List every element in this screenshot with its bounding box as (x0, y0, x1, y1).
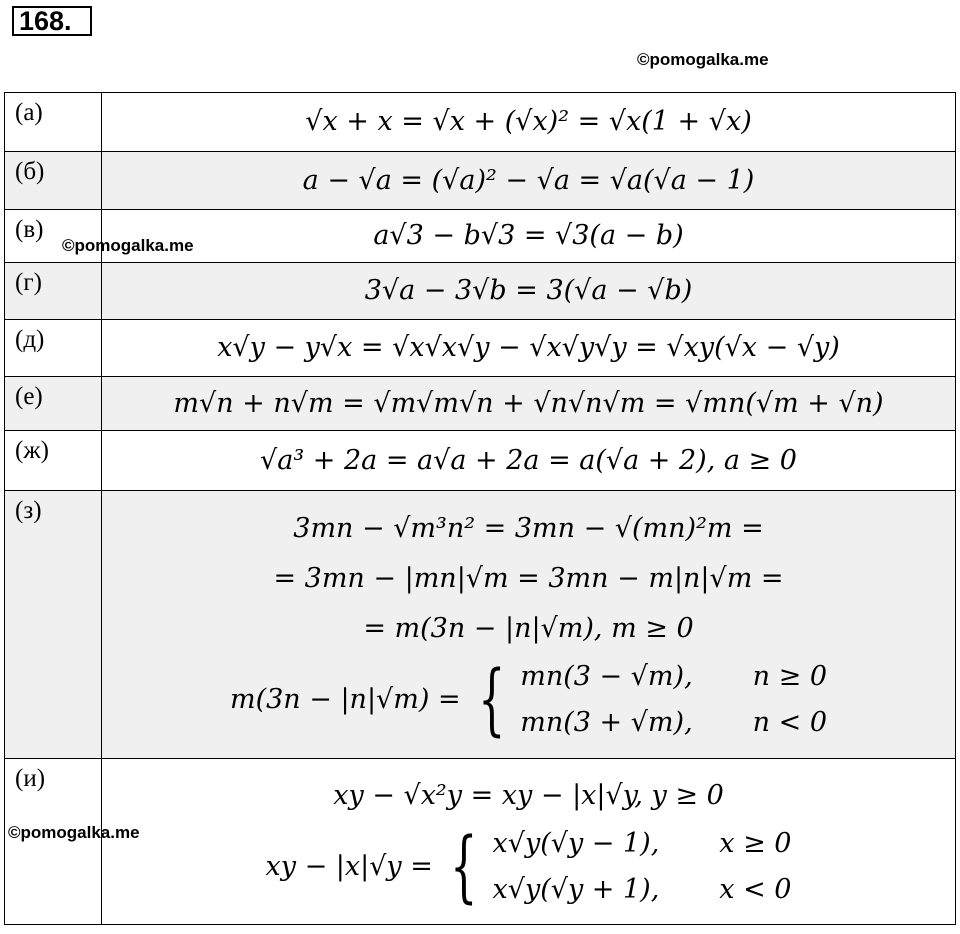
solutions-table (4, 92, 956, 925)
watermark-top: ©pomogalka.me (637, 50, 769, 69)
row-label: (ж) (5, 431, 102, 491)
math-line: 3√a − 3√b = 3(√a − √b) (364, 275, 693, 306)
system-case (493, 821, 792, 867)
row-label: (з) (5, 491, 102, 759)
row-label: (д) (5, 320, 102, 377)
row-math (102, 759, 956, 925)
watermark-bottom: ©pomogalka.me (8, 823, 140, 842)
case-expr: x√y(√y − 1), (492, 827, 660, 859)
math-line: 3mn − √m³n² = 3mn − √(mn)²m = (293, 512, 764, 544)
row-math (102, 210, 956, 263)
system-cases (493, 821, 792, 913)
row-zh (5, 431, 956, 491)
system-lhs: m(3n − |n|√m) = (229, 684, 461, 715)
row-math (102, 263, 956, 320)
math-line: √x + x = √x + (√x)² = √x(1 + √x) (305, 106, 752, 137)
row-g (5, 263, 956, 320)
row-math (102, 491, 956, 759)
row-i (5, 759, 956, 925)
brace-icon: { (450, 821, 478, 912)
math-line: = m(3n − |n|√m), m ≥ 0 (363, 612, 694, 644)
math-line: x√y − y√x = √x√x√y − √x√y√y = √xy(√x − √y) (217, 332, 840, 363)
row-math (102, 377, 956, 431)
piecewise-system (230, 654, 827, 746)
row-label: (и) (5, 759, 102, 925)
row-label: (б) (5, 152, 102, 210)
row-label: (е) (5, 377, 102, 431)
row-math (102, 93, 956, 152)
case-expr: x√y(√y + 1), (492, 873, 660, 905)
case-expr: mn(3 − √m), (520, 660, 693, 692)
system-case (520, 700, 827, 746)
row-math (102, 152, 956, 210)
case-condition: x ≥ 0 (719, 827, 792, 859)
system-case (493, 867, 792, 913)
system-lhs: xy − |x|√y = (265, 851, 433, 882)
row-label: (г) (5, 263, 102, 320)
piecewise-system (266, 821, 792, 913)
case-expr: mn(3 + √m), (520, 706, 693, 738)
case-condition: n < 0 (752, 706, 828, 738)
math-line: = 3mn − |mn|√m = 3mn − m|n|√m = (273, 562, 784, 594)
row-math (102, 320, 956, 377)
system-case (520, 654, 827, 700)
math-line: xy − √x²y = xy − |x|√y, y ≥ 0 (333, 779, 724, 811)
watermark-middle: ©pomogalka.me (62, 236, 194, 255)
math-line: a√3 − b√3 = √3(a − b) (373, 220, 684, 251)
case-condition: x < 0 (719, 873, 792, 905)
row-b (5, 152, 956, 210)
math-line: √a³ + 2a = a√a + 2a = a(√a + 2), a ≥ 0 (260, 444, 797, 476)
math-line: a − √a = (√a)² − √a = √a(√a − 1) (302, 164, 755, 196)
row-label: (в) (5, 210, 102, 263)
math-line: m√n + n√m = √m√m√n + √n√n√m = √mn(√m + √n) (173, 387, 884, 419)
brace-icon: { (477, 654, 506, 745)
system-cases (520, 654, 827, 746)
row-label: (а) (5, 93, 102, 152)
problem-number: 168. (12, 6, 92, 36)
row-d (5, 320, 956, 377)
row-math (102, 431, 956, 491)
row-z (5, 491, 956, 759)
row-a (5, 93, 956, 152)
case-condition: n ≥ 0 (752, 660, 828, 692)
row-e (5, 377, 956, 431)
